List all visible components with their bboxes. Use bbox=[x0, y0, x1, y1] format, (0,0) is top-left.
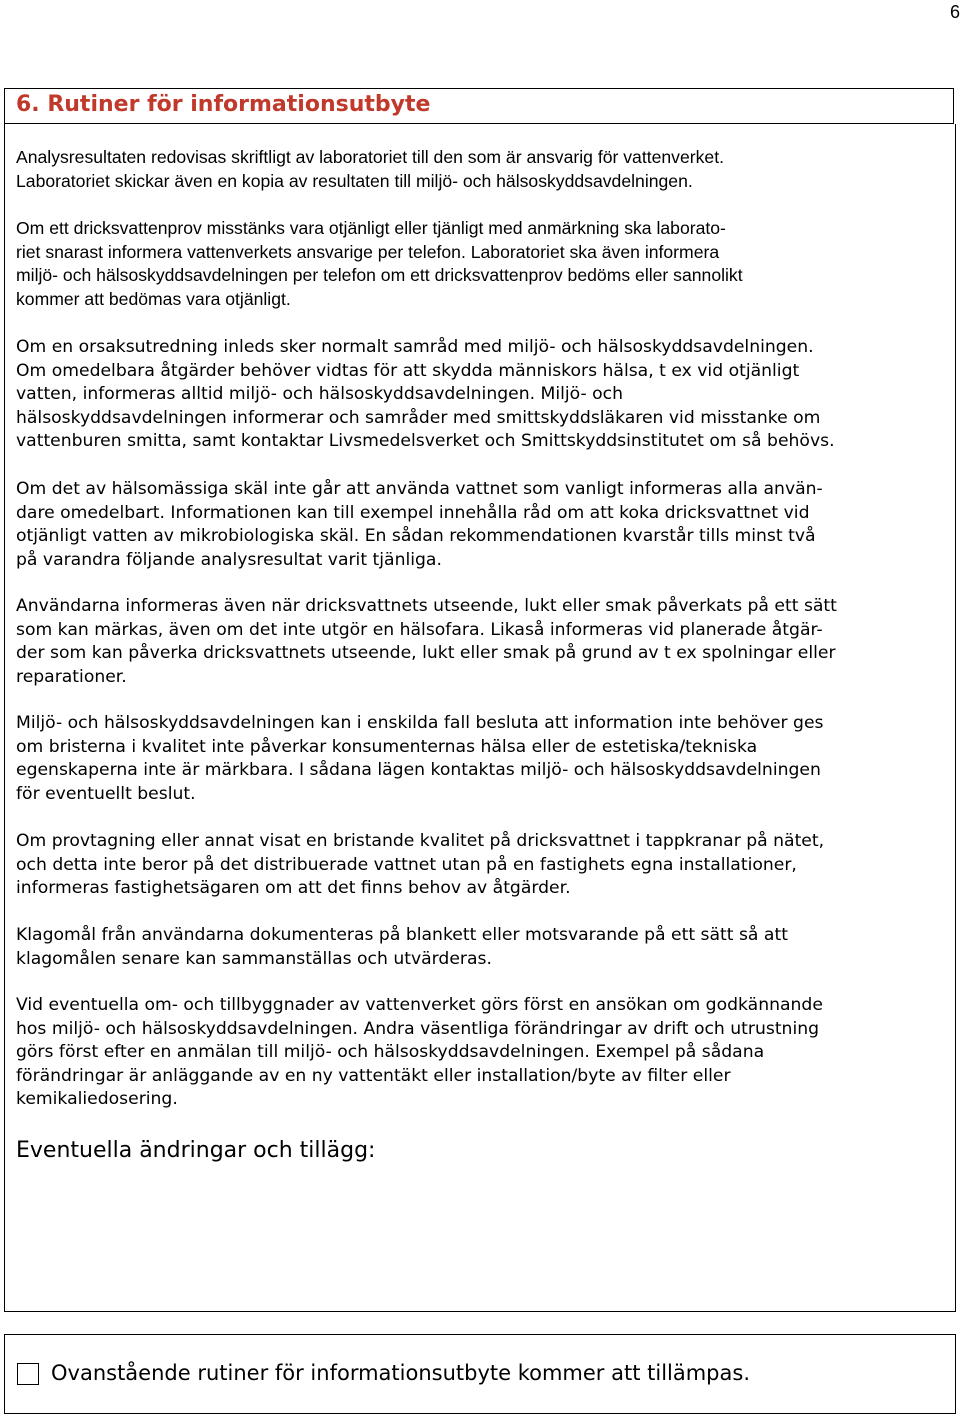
paragraph-user-information: Om det av hälsomässiga skäl inte går att använda vattnet som vanligt informeras alla använ- dare omedelbart. Informationen kan till exempel innehålla råd om att koka dricksvattnet vid otjänligt vatten av mikrobiologiska skäl. En sådan rekommendationen kvarstår tills minst två på varandra följande analysresultat varit tjänliga. bbox=[16, 479, 823, 570]
paragraph-property-installations: Om provtagning eller annat visat en bristande kvalitet på dricksvattnet i tappkranar på nätet, och detta inte beror på det distribuerade vattnet utan på en fastighets egna installationer, informeras fastighetsägaren om att det finns behov av åtgärder. bbox=[16, 831, 825, 898]
paragraph-rebuilding: Vid eventuella om- och tillbyggnader av vattenverket görs först en ansökan om godkännande hos miljö- och hälsoskyddsavdelningen. Andra väsentliga förändringar av drift och utrustning görs först efter en anmälan till miljö- och hälsoskyddsavdelningen. Exempel på sådana förändringar är anläggande av en ny vattentäkt eller installation/byte av filter eller kemikaliedosering. bbox=[16, 995, 823, 1109]
section-content bbox=[4, 124, 956, 1312]
confirmation-box bbox=[4, 1334, 956, 1414]
page-number: 6 bbox=[949, 2, 960, 22]
confirmation-checkbox[interactable] bbox=[17, 1363, 39, 1385]
paragraph-reporting: Analysresultaten redovisas skriftligt av laboratoriet till den som är ansvarig för vattenverket. Laboratoriet skickar även en kopia av resultaten till miljö- och hälsoskyddsavdelningen. bbox=[16, 147, 724, 191]
paragraph-unfit-sample: Om ett dricksvattenprov misstänks vara otjänligt eller tjänligt med anmärkning ska laborato- riet snarast informera vattenverkets ansvarige per telefon. Laboratoriet ska även informera miljö- och hälsoskyddsavdelningen per telefon om ett dricksvattenprov bedöms eller sannolikt kommer att bedömas vara otjänligt. bbox=[16, 218, 743, 309]
changes-title: Eventuella ändringar och tillägg: bbox=[16, 1138, 376, 1163]
paragraph-investigation: Om en orsaksutredning inleds sker normalt samråd med miljö- och hälsoskyddsavdelningen. Om omedelbara åtgärder behöver vidtas för att skydda människors hälsa, t ex vid otjänligt vatten, informeras alltid miljö- och hälsoskyddsavdelningen. Miljö- och hälsoskyddsavdelningen informerar och samråder med smittskyddsläkaren vid misstanke om vattenburen smitta, samt kontaktar Livsmedelsverket och Smittskyddsinstitutet om så behövs. bbox=[16, 337, 835, 451]
paragraph-complaints: Klagomål från användarna dokumenteras på blankett eller motsvarande på ett sätt så att klagomålen senare kan sammanställas och utvärderas. bbox=[16, 925, 788, 969]
section-title: 6. Rutiner för informationsutbyte bbox=[16, 92, 431, 117]
paragraph-appearance-changes: Användarna informeras även när dricksvattnets utseende, lukt eller smak påverkats på ett sätt som kan märkas, även om det inte utgör en hälsofara. Likaså informeras vid planerade åtgär- der som kan påverka dricksvattnets utseende, lukt eller smak på grund av t ex spolningar eller reparationer. bbox=[16, 596, 837, 687]
confirmation-label: Ovanstående rutiner för informationsutbyte kommer att tillämpas. bbox=[51, 1361, 750, 1385]
paragraph-exceptions: Miljö- och hälsoskyddsavdelningen kan i enskilda fall besluta att information inte behöver ges om bristerna i kvalitet inte påverkar konsumenternas hälsa eller de estetiska/tekniska egenskaperna inte är märkbara. I sådana lägen kontaktas miljö- och hälsoskyddsavdelningen för eventuellt beslut. bbox=[16, 713, 824, 804]
section-heading-box bbox=[4, 88, 954, 124]
